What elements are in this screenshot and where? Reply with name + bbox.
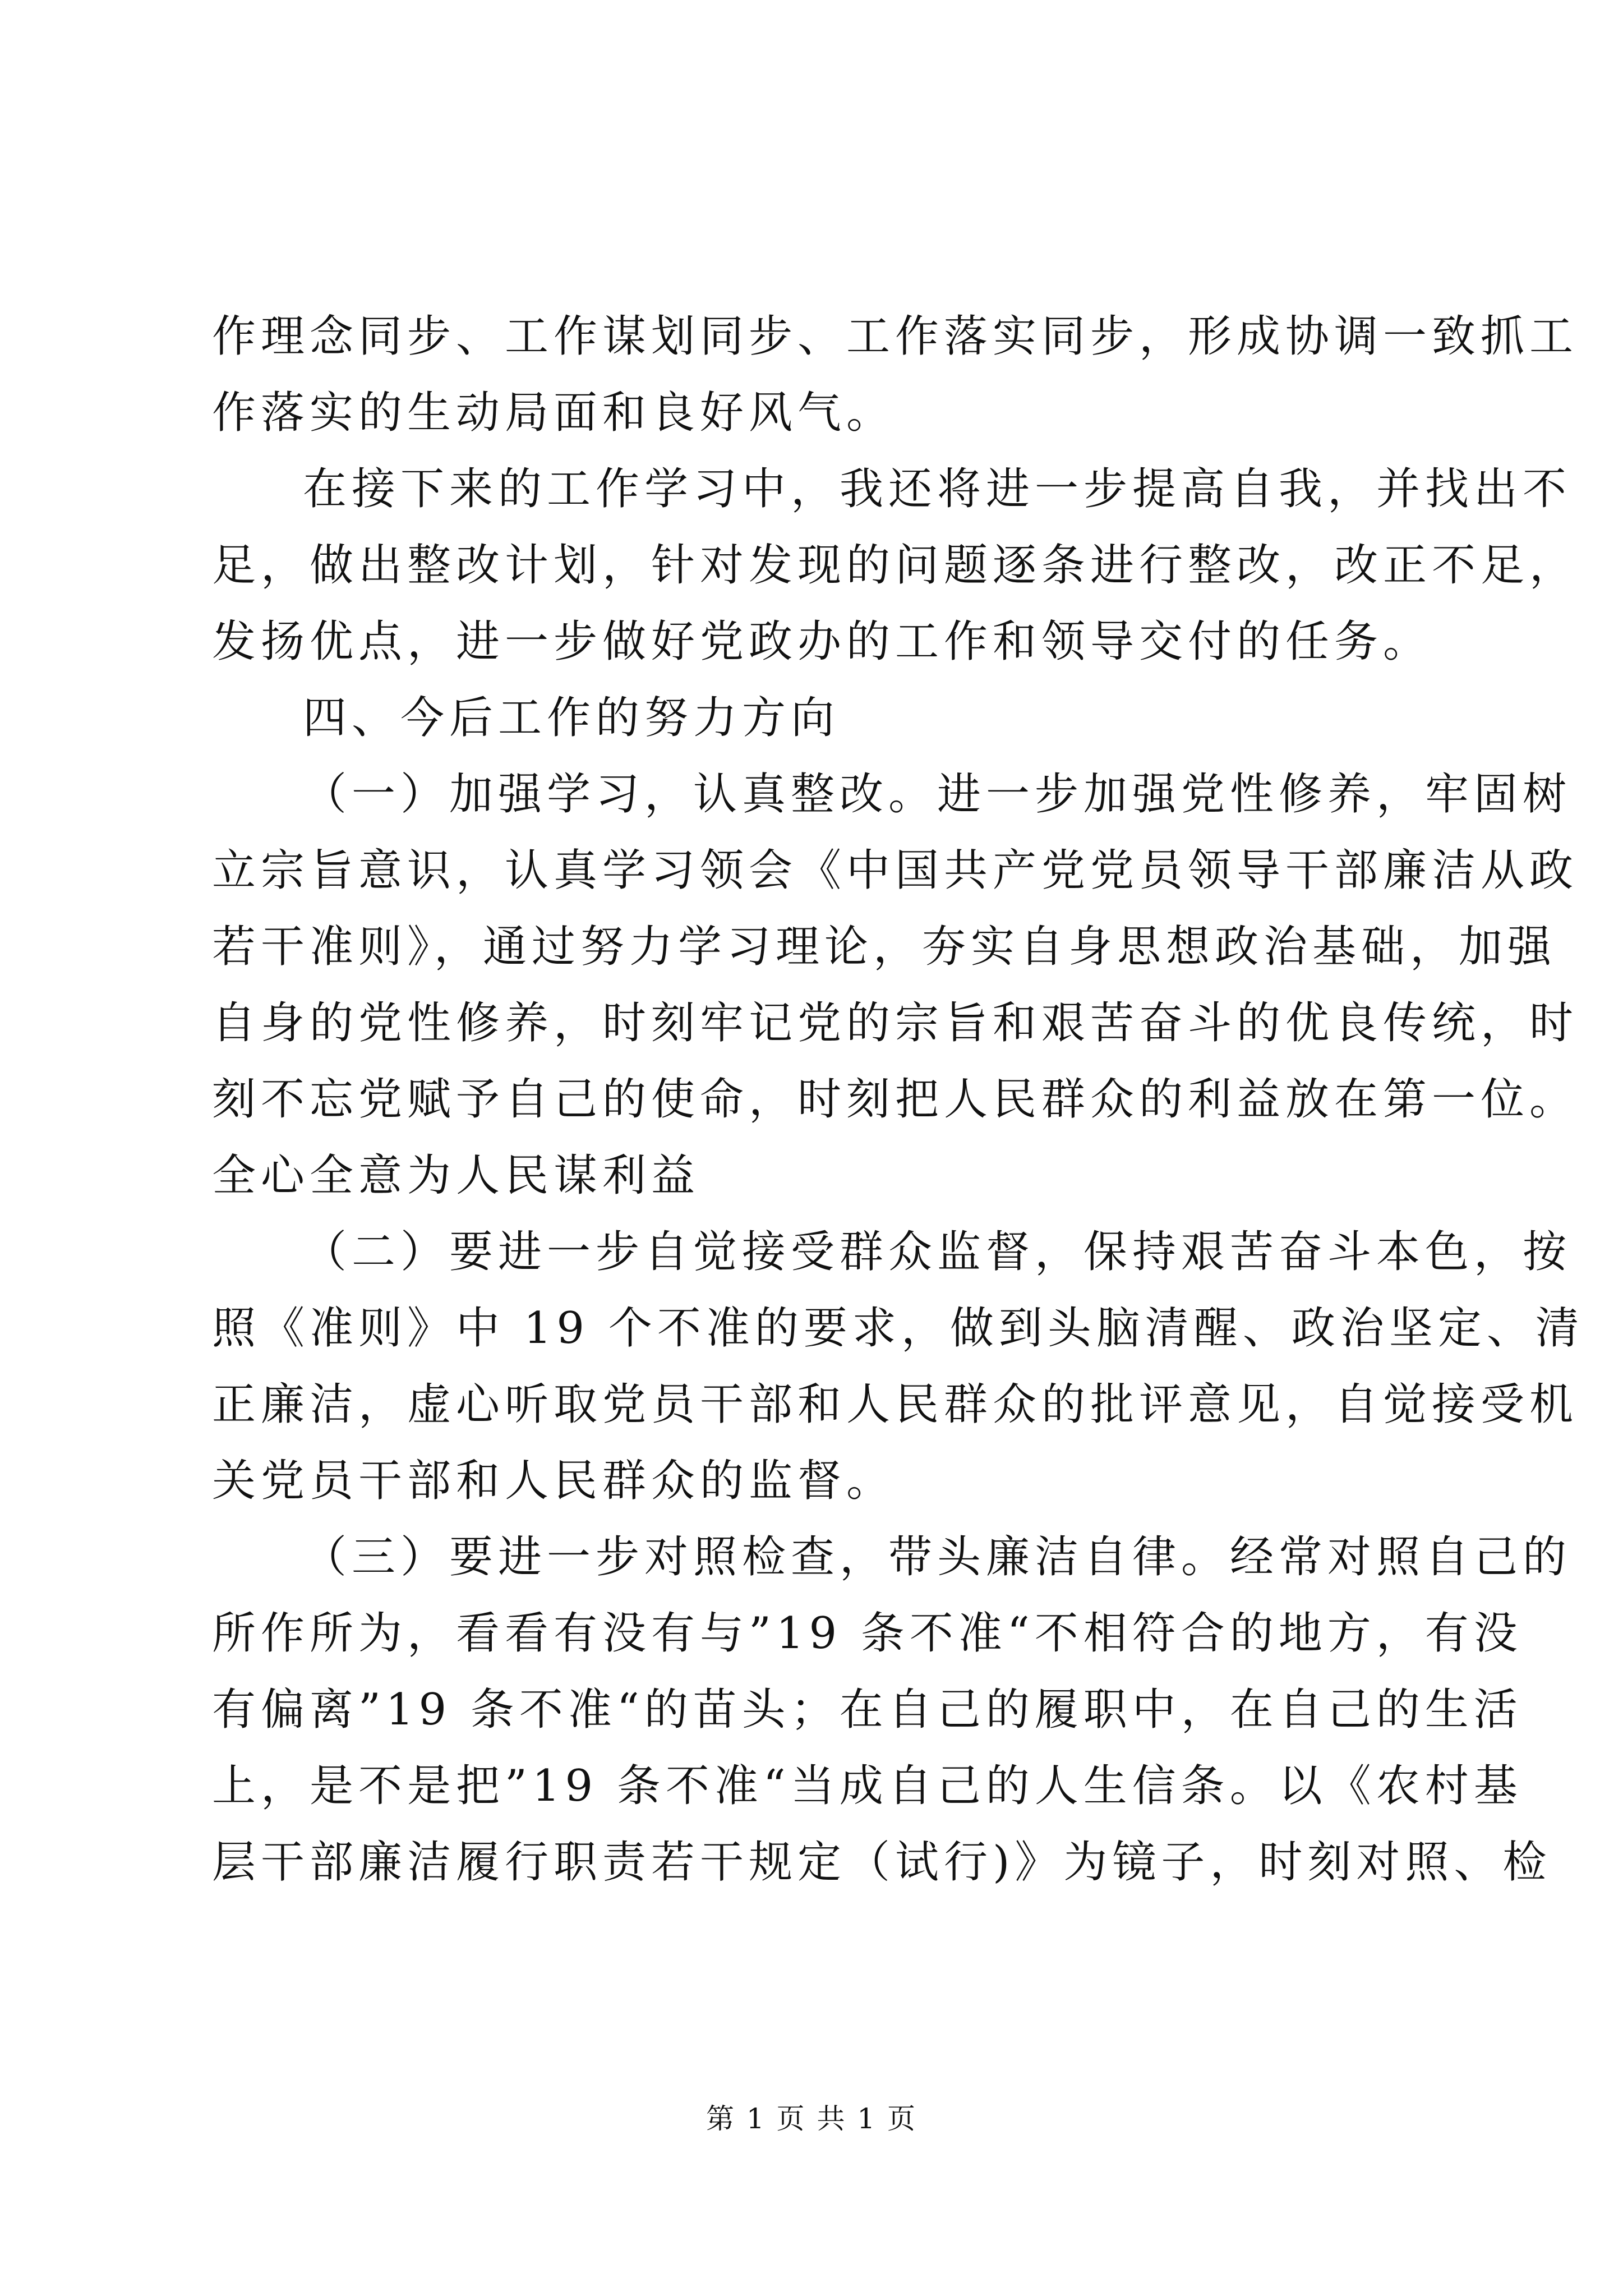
- text-line: 所作所为，看看有没有与”19 条不准“不相符合的地方，有没: [212, 1608, 1523, 1659]
- text-line: 层干部廉洁履行职责若干规定（试行)》为镜子，时刻对照、检: [212, 1837, 1552, 1888]
- text-line: 作落实的生动局面和良好风气。: [212, 388, 896, 438]
- text-line: 足，做出整改计划，针对发现的问题逐条进行整改，改正不足，: [212, 540, 1579, 591]
- text-line: 关党员干部和人民群众的监督。: [212, 1456, 896, 1506]
- text-line: （三）要进一步对照检查，带头廉洁自律。经常对照自己的: [303, 1532, 1572, 1582]
- text-line: 若干准则》，通过努力学习理论，夯实自身思想政治基础，加强: [212, 922, 1557, 972]
- text-line: （二）要进一步自觉接受群众监督，保持艰苦奋斗本色，按: [303, 1227, 1572, 1277]
- text-line: 刻不忘党赋予自己的使命，时刻把人民群众的利益放在第一位。: [212, 1074, 1579, 1125]
- text-line: 自身的党性修养，时刻牢记党的宗旨和艰苦奋斗的优良传统，时: [212, 998, 1579, 1048]
- text-line: 有偏离”19 条不准“的苗头；在自己的履职中，在自己的生活: [212, 1685, 1523, 1735]
- text-line: 作理念同步、工作谋划同步、工作落实同步，形成协调一致抓工: [212, 311, 1579, 362]
- text-line: 在接下来的工作学习中，我还将进一步提高自我，并找出不: [303, 464, 1572, 514]
- text-line: 立宗旨意识，认真学习领会《中国共产党党员领导干部廉洁从政: [212, 845, 1579, 896]
- text-line: 上，是不是把”19 条不准“当成自己的人生信条。以《农村基: [212, 1761, 1523, 1811]
- text-line: 发扬优点，进一步做好党政办的工作和领导交付的任务。: [212, 616, 1432, 667]
- text-line: 正廉洁，虚心听取党员干部和人民群众的批评意见，自觉接受机: [212, 1379, 1579, 1430]
- section-heading: 四、今后工作的努力方向: [303, 693, 840, 743]
- text-line: （一）加强学习，认真整改。进一步加强党性修养，牢固树: [303, 769, 1572, 820]
- page-number-footer: 第 1 页 共 1 页: [706, 2102, 917, 2135]
- text-line: 照《准则》中 19 个不准的要求，做到头脑清醒、政治坚定、清: [212, 1303, 1584, 1354]
- text-line: 全心全意为人民谋利益: [212, 1151, 700, 1201]
